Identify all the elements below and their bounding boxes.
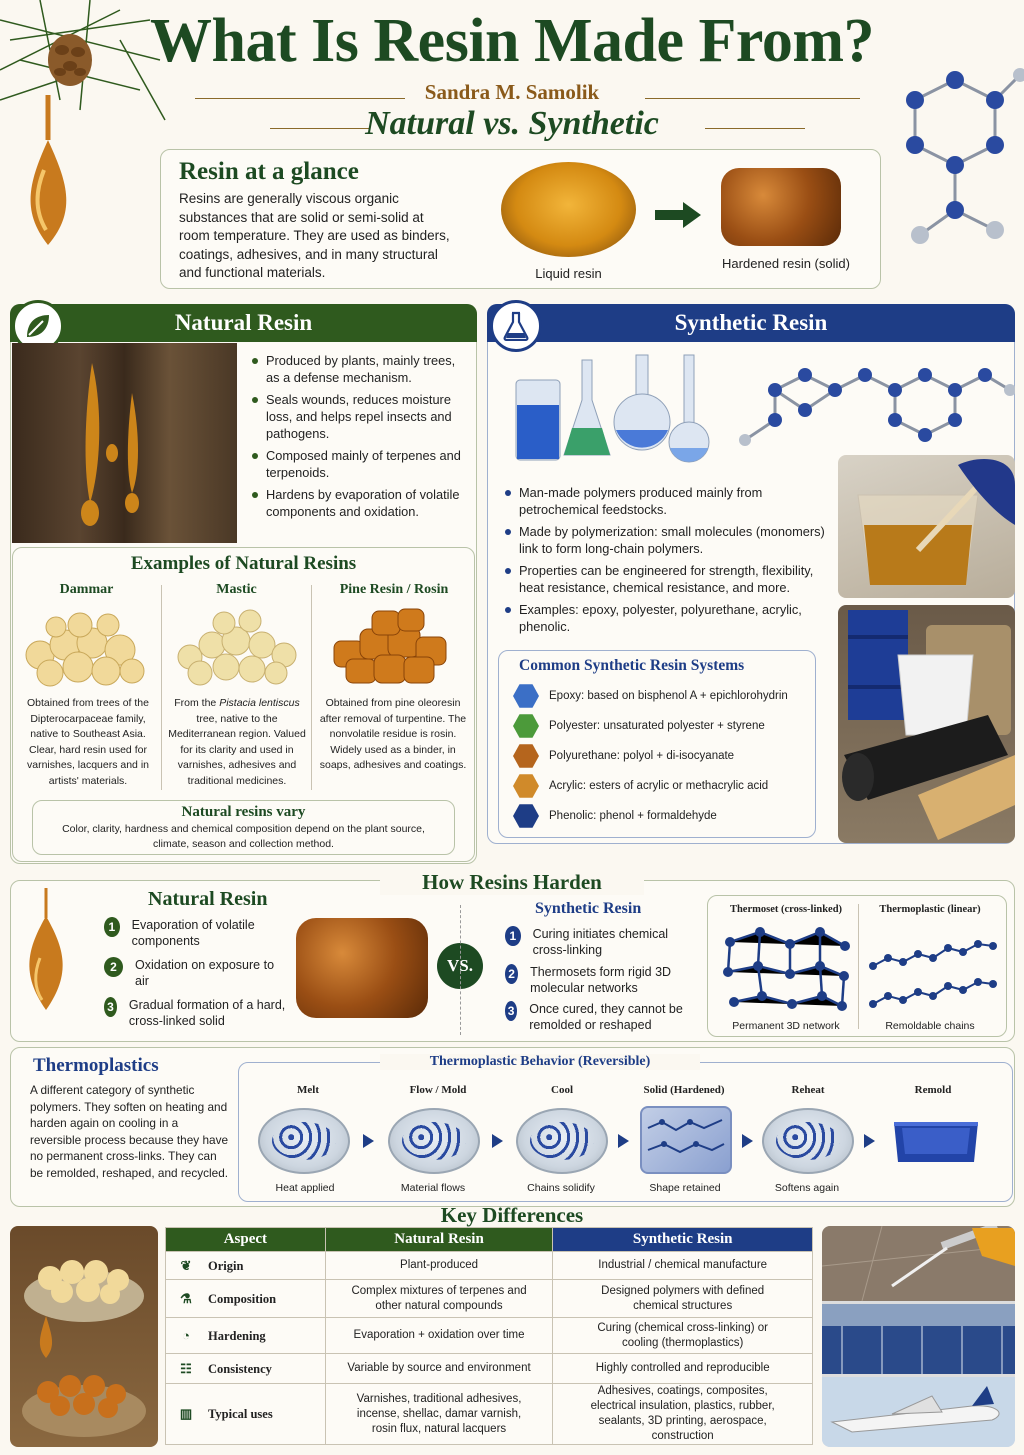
synthetic-step-2: 2 Thermosets form rigid 3D molecular networks — [505, 964, 695, 996]
table-row: ◔ Hardening Evaporation + oxidation over time Curing (chemical cross-linking) or cooling (thermoplastics) — [166, 1318, 813, 1354]
stage-label-reheat: Reheat — [791, 1084, 825, 1096]
system-row-polyurethane: Polyurethane: polyol + di-isocyanate — [513, 743, 734, 769]
hexagon-icon — [513, 713, 539, 739]
glance-text: Resins are generally viscous organic substances that are solid or semi-solid at room temperature. They are used as binders, coatings, adhesives, and in many structural and functional materials. — [179, 191, 450, 280]
hexagon-icon — [513, 803, 539, 829]
materials-photo — [838, 605, 1015, 843]
stage-caption-solid: Shape retained — [649, 1182, 721, 1194]
synthetic-resin-header — [487, 304, 1015, 342]
stage-caption-melt: Heat applied — [275, 1182, 335, 1194]
thermoplastic-label: Thermoplastic (linear) — [879, 904, 981, 915]
page-subtitle: Natural vs. Synthetic — [365, 105, 659, 142]
natural-resin-bowls-photo — [10, 1226, 158, 1447]
stage-caption-cool: Chains solidify — [527, 1182, 595, 1194]
example-name-dammar: Dammar — [59, 582, 114, 597]
synthetic-systems-card — [498, 650, 816, 838]
list-item: Man-made polymers produced mainly from petrochemical feedstocks. — [503, 484, 825, 518]
glance-card — [160, 149, 881, 289]
resin-drop-icon — [18, 888, 74, 1023]
hardened-resin-block — [721, 168, 841, 246]
thermoset-label: Thermoset (cross-linked) — [729, 904, 843, 915]
arrow-icon — [363, 1134, 374, 1148]
thermoplastic-chains-illustration — [868, 926, 998, 1016]
list-item: Composed mainly of terpenes and terpenoids. — [250, 447, 465, 481]
table-row: ☷ Consistency Variable by source and environment Highly controlled and reproducible — [166, 1354, 813, 1384]
thermoset-network-illustration — [720, 922, 850, 1016]
stage-caption-reheat: Softens again — [774, 1182, 840, 1194]
vs-badge: VS. — [437, 943, 483, 989]
solid-block-image — [640, 1106, 732, 1174]
system-row-phenolic: Phenolic: phenol + formaldehyde — [513, 803, 717, 829]
thermoset-vs-thermoplastic-card — [707, 895, 1007, 1037]
systems-heading: Common Synthetic Resin Systems — [519, 657, 745, 674]
harden-synthetic-heading: Synthetic Resin — [535, 900, 642, 917]
arrow-icon — [655, 202, 701, 233]
key-differences-table — [165, 1227, 813, 1445]
thermoplastics-heading: Thermoplastics — [33, 1055, 159, 1076]
column-divider — [858, 904, 859, 1029]
arrow-icon — [742, 1134, 753, 1148]
col-header-aspect: Aspect — [166, 1228, 326, 1252]
hardened-resin-label: Hardened resin (solid) — [722, 256, 850, 271]
stage-label-cool: Cool — [551, 1084, 573, 1096]
natural-resin-heading: Natural Resin — [174, 310, 313, 335]
synthetic-step-1: 1 Curing initiates chemical cross-linking — [505, 926, 695, 958]
stage-label-remold: Remold — [914, 1084, 952, 1096]
page-title: What Is Resin Made From? — [150, 7, 874, 75]
author-name: Sandra M. Samolik — [424, 80, 600, 104]
natural-bullets — [250, 352, 465, 525]
stage-label-melt: Melt — [297, 1084, 319, 1096]
example-name-mastic: Mastic — [216, 582, 257, 597]
remolded-tray-image — [888, 1112, 984, 1172]
sliders-icon: ☷ — [180, 1360, 192, 1376]
arrow-icon — [492, 1134, 503, 1148]
col-header-natural: Natural Resin — [325, 1228, 553, 1252]
petri-dish-cool — [516, 1108, 608, 1174]
petri-dish-flow — [388, 1108, 480, 1174]
col-header-synthetic: Synthetic Resin — [553, 1228, 813, 1252]
behavior-heading: Thermoplastic Behavior (Reversible) — [380, 1054, 700, 1070]
list-item: Hardens by evaporation of volatile components and oxidation. — [250, 486, 465, 520]
natural-vary-text: Color, clarity, hardness and chemical composition depend on the plant source, climate, season and collection method. — [62, 823, 425, 850]
example-desc-pine-resin: Obtained from pine oleoresin after removal of turpentine. The nonvolatile residue is rosin. Widely used as a binder, in soaps, adhesives and coatings. — [319, 697, 467, 771]
table-row: ▥ Typical uses Varnishes, traditional adhesives, incense, shellac, damar varnish, rosin flux, natural lacquers Adhesives, coatings, composites, electrical insulation, plastics, rubber, sealants, 3D printing, aerospace, construction — [166, 1384, 813, 1445]
synthetic-resin-heading: Synthetic Resin — [674, 310, 828, 335]
mastic-resin-image — [172, 605, 302, 690]
stage-label-flow: Flow / Mold — [409, 1084, 467, 1096]
rosin-resin-image — [328, 605, 458, 690]
system-row-acrylic: Acrylic: esters of acrylic or methacrylic acid — [513, 773, 768, 799]
arrow-icon — [618, 1134, 629, 1148]
stage-caption-flow: Material flows — [400, 1182, 466, 1194]
list-item: Produced by plants, mainly trees, as a defense mechanism. — [250, 352, 465, 386]
example-name-pine-resin: Pine Resin / Rosin — [339, 582, 449, 597]
divider — [645, 98, 860, 99]
divider — [705, 128, 805, 129]
jars-icon: ▥ — [179, 1406, 193, 1421]
tree-bark-resin-photo — [12, 343, 237, 543]
hardened-resin-block — [296, 918, 428, 1018]
dammar-resin-image — [20, 605, 150, 690]
synthetic-bullets — [503, 484, 825, 640]
example-desc-dammar: Obtained from trees of the Dipterocarpaceae family, native to Southeast Asia. Clear, hard resin used for varnishes, lacquers and in artists' materials. — [27, 697, 149, 787]
petri-dish-reheat — [762, 1108, 854, 1174]
synthetic-step-3: 3 Once cured, they cannot be remolded or reshaped — [505, 1001, 700, 1033]
how-harden-heading: How Resins Harden — [380, 870, 644, 895]
natural-step-2: 2 Oxidation on exposure to air — [104, 957, 284, 989]
column-divider — [311, 585, 312, 790]
stage-label-solid: Solid (Hardened) — [643, 1084, 725, 1096]
liquid-resin-dish — [501, 162, 636, 257]
list-item: Properties can be engineered for strength, flexibility, heat resistance, chemical resistance, and more. — [503, 562, 825, 596]
glance-heading: Resin at a glance — [179, 158, 359, 185]
natural-resin-header — [10, 304, 477, 342]
key-differences-heading: Key Differences — [440, 1203, 584, 1227]
liquid-resin-label: Liquid resin — [535, 266, 602, 281]
list-item: Examples: epoxy, polyester, polyurethane, acrylic, phenolic. — [503, 601, 825, 635]
thermoplastics-text: A different category of synthetic polymers. They soften on heating and harden again on cooling in a reversible process because they have no permanent cross-links. They can be remolded, reshaped, and recycled. — [30, 1083, 229, 1180]
system-row-polyester: Polyester: unsaturated polyester + styrene — [513, 713, 765, 739]
example-desc-mastic: From the Pistacia lentiscus tree, native to the Mediterranean region. Valued for its clarity and used in varnishes, adhesives and traditional medicines. — [168, 697, 306, 787]
synthetic-applications-photo — [822, 1226, 1015, 1447]
arrow-icon — [864, 1134, 875, 1148]
system-row-epoxy: Epoxy: based on bisphenol A + epichlorohydrin — [513, 683, 788, 709]
leaf-icon: ❦ — [180, 1257, 192, 1273]
natural-step-3: 3 Gradual formation of a hard, cross-linked solid — [104, 997, 294, 1029]
table-row: ❦ Origin Plant-produced Industrial / chemical manufacture — [166, 1252, 813, 1280]
dashed-divider — [460, 905, 461, 1035]
column-divider — [161, 585, 162, 790]
hexagon-icon — [513, 743, 539, 769]
natural-step-1: 1 Evaporation of volatile components — [104, 917, 284, 949]
table-row: ⚗ Composition Complex mixtures of terpenes and other natural compounds Designed polymers with defined chemical structures — [166, 1280, 813, 1318]
thermoset-caption: Permanent 3D network — [732, 1020, 840, 1032]
natural-vary-heading: Natural resins vary — [181, 804, 306, 820]
hexagon-icon — [513, 683, 539, 709]
list-item: Seals wounds, reduces moisture loss, and helps repel insects and pathogens. — [250, 391, 465, 442]
petri-dish-melt — [258, 1108, 350, 1174]
clock-icon: ◔ — [182, 1327, 190, 1343]
polymer-chain-illustration — [735, 350, 1015, 450]
flask-icon — [490, 300, 542, 352]
natural-examples-heading: Examples of Natural Resins — [130, 553, 357, 574]
lab-glassware-image — [510, 350, 720, 468]
flask-icon: ⚗ — [180, 1290, 192, 1306]
list-item: Made by polymerization: small molecules (monomers) link to form long-chain polymers. — [503, 523, 825, 557]
thermoplastic-caption: Remoldable chains — [885, 1020, 975, 1032]
hexagon-icon — [513, 773, 539, 799]
resin-mixing-photo — [838, 455, 1015, 598]
harden-natural-heading: Natural Resin — [148, 888, 268, 910]
